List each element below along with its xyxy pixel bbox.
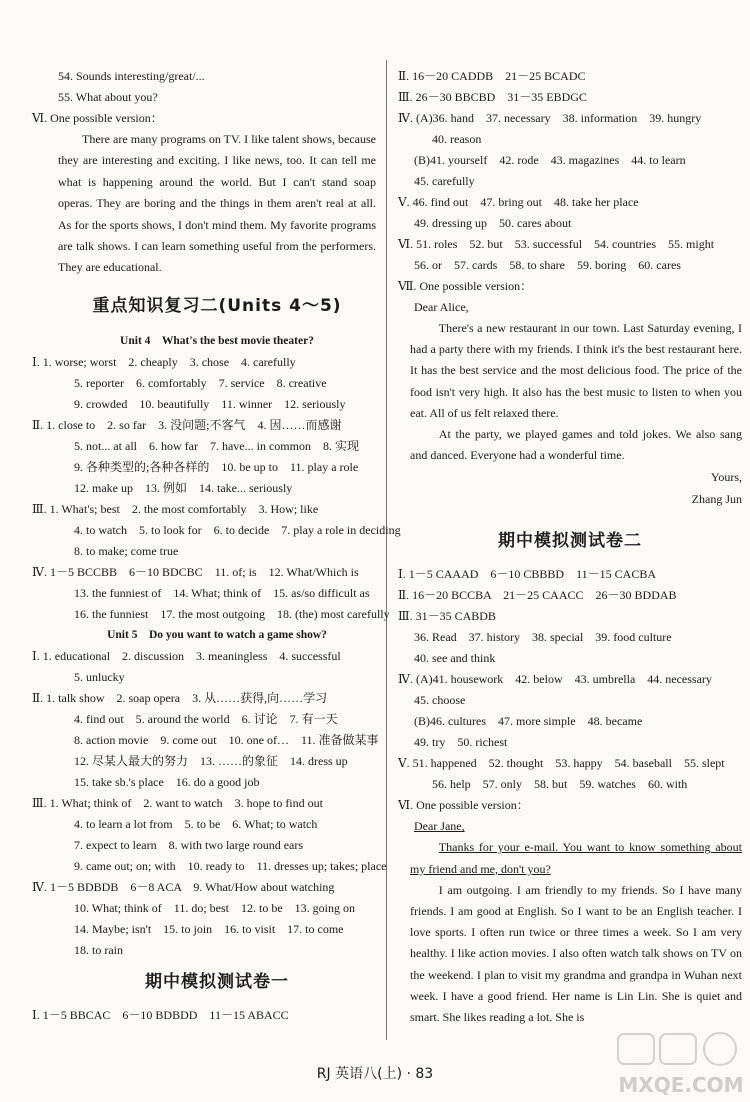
letter-paragraph: I am outgoing. I am friendly to my friends. So I have many friends. I am good at English. So I want to be an English teacher. I love sports. I often run twice or three times a week. So I am very healthy. I like action movies. I also often watch talk shows on TV on the weekend. I plan to visit my grandma and grandpa in Wuhan next week. I have a good friend. Her name is Lin Lin. She is quiet and smart. She likes reading a lot. She is <box>410 882 742 1025</box>
answer-line: 13. the funniest of 14. What; think of 15. as/so difficult as <box>74 585 370 600</box>
svg-text:MXQE.COM: MXQE.COM <box>618 1073 744 1097</box>
answer-line: Ⅳ. (A)36. hand 37. necessary 38. information 39. hungry <box>398 111 702 125</box>
page-footer: RJ 英语八(上) · 83 <box>316 1066 434 1082</box>
answer-line: 10. What; think of 11. do; best 12. to be 13. going on <box>74 900 355 915</box>
answer-line: 45. carefully <box>414 174 475 188</box>
letter-closing: Yours, <box>710 470 742 485</box>
answer-line: Ⅳ. 1－5 BDBDB 6－8 ACA 9. What/How about watching <box>32 879 335 894</box>
answer-line: Ⅲ. 26－30 BBCBD 31－35 EBDGC <box>398 90 587 104</box>
answer-line: 16. the funniest 17. the most outgoing 18. (the) most carefully <box>74 606 390 621</box>
answer-line: Ⅰ. 1. worse; worst 2. cheaply 3. chose 4. carefully <box>32 354 296 369</box>
answer-line: 5. reporter 6. comfortably 7. service 8. creative <box>74 375 327 390</box>
answer-line: Ⅲ. 1. What's; best 2. the most comfortably 3. How; like <box>32 501 319 516</box>
answer-line: 56. or 57. cards 58. to share 59. boring 60. cares <box>414 258 681 272</box>
midterm2-heading: 期中模拟测试卷二 <box>498 531 642 552</box>
answer-line: 18. to rain <box>74 942 123 957</box>
answer-line: 55. What about you? <box>58 90 158 104</box>
answer-line: 40. reason <box>432 132 482 146</box>
answer-line: Ⅴ. 46. find out 47. bring out 48. take her place <box>398 195 639 209</box>
answer-line: 12. 尽某人最大的努力 13. ……的象征 14. dress up <box>74 753 348 768</box>
midterm1-heading: 期中模拟测试卷一 <box>145 971 289 992</box>
section-label: Ⅶ. One possible version： <box>398 279 533 293</box>
answer-line: 9. crowded 10. beautifully 11. winner 12. seriously <box>74 396 346 411</box>
answer-line: Ⅲ. 31－35 CABDB <box>398 609 496 624</box>
answer-line: 4. to watch 5. to look for 6. to decide 7. play a role in deciding <box>74 522 401 537</box>
answer-line: 5. not... at all 6. how far 7. have... in common 8. 实现 <box>74 438 359 453</box>
letter-salutation: Dear Alice, <box>414 300 469 314</box>
answer-line: (B)41. yourself 42. rode 43. magazines 44. to learn <box>414 153 686 167</box>
answer-line: 12. make up 13. 例如 14. take... seriously <box>74 480 293 495</box>
unit4-title: Unit 4 What's the best movie theater? <box>120 334 314 347</box>
answer-line: Ⅴ. 51. happened 52. thought 53. happy 54. baseball 55. slept <box>398 756 725 771</box>
answer-line: (B)46. cultures 47. more simple 48. became <box>414 714 643 729</box>
review-heading: 重点知识复习二(Units 4～5) <box>92 295 342 316</box>
answer-line: 45. choose <box>414 693 466 708</box>
answer-line: 9. came out; on; with 10. ready to 11. dresses up; takes; place <box>74 858 387 873</box>
answer-line: 49. dressing up 50. cares about <box>414 216 572 230</box>
answer-line: 4. find out 5. around the world 6. 讨论 7. 有一天 <box>74 711 338 726</box>
essay-paragraph: There are many programs on TV. I like talent shows, because they are interesting and exciting. I like news, too. It can tell me what is happening around the world. But I can't stand soap operas. They are boring and the things in them aren't real at all. As for the sports shows, I don't mind them. My favorite programs are talk shows. I can learn something useful from the performers. They are educational. <box>58 132 376 275</box>
letter-salutation: Dear Jane, <box>414 819 465 834</box>
answer-line: Ⅵ. 51. roles 52. but 53. successful 54. countries 55. might <box>398 237 715 251</box>
left-column <box>32 66 401 1026</box>
answer-line: 36. Read 37. history 38. special 39. food culture <box>414 630 672 645</box>
answer-line: Ⅱ. 1. talk show 2. soap opera 3. 从……获得,向……学习 <box>32 690 328 705</box>
section-label: Ⅵ. One possible version： <box>32 111 163 125</box>
answer-line: Ⅱ. 16－20 CADDB 21－25 BCADC <box>398 69 586 83</box>
watermark-logo <box>612 1030 750 1102</box>
right-column <box>398 66 742 1028</box>
letter-signature: Zhang Jun <box>691 492 742 507</box>
answer-line: 40. see and think <box>414 651 496 666</box>
answer-line: 5. unlucky <box>74 669 125 684</box>
answer-line: Ⅰ. 1－5 CAAAD 6－10 CBBBD 11－15 CACBA <box>398 567 656 582</box>
answer-line: 9. 各种类型的;各种各样的 10. be up to 11. play a role <box>74 459 359 474</box>
answer-line: 15. take sb.'s place 16. do a good job <box>74 774 260 789</box>
answer-line: 8. action movie 9. come out 10. one of… 11. 准备做某事 <box>74 732 379 747</box>
answer-line: Ⅰ. 1. educational 2. discussion 3. meaningless 4. successful <box>32 648 341 663</box>
unit5-title: Unit 5 Do you want to watch a game show? <box>107 628 327 641</box>
answer-line: Ⅰ. 1－5 BBCAC 6－10 BDBDD 11－15 ABACC <box>32 1007 289 1022</box>
answer-line: Ⅳ. (A)41. housework 42. below 43. umbrella 44. necessary <box>398 672 712 687</box>
letter-paragraph: There's a new restaurant in our town. Last Saturday evening, I had a party there with my friends. I think it's the best restaurant here. It has the best service and the most delicious food. The price of the food isn't very high. It also has the best music to listen to when you eat. All of us felt relaxed there. <box>410 321 742 420</box>
answer-line: 14. Maybe; isn't 15. to join 16. to visit 17. to come <box>74 921 344 936</box>
answer-line: 49. try 50. richest <box>414 735 508 750</box>
answer-line: 8. to make; come true <box>74 543 179 558</box>
column-divider <box>386 60 387 1040</box>
answer-line: 7. expect to learn 8. with two large round ears <box>74 837 304 852</box>
answer-line: Ⅳ. 1－5 BCCBB 6－10 BDCBC 11. of; is 12. What/Which is <box>32 564 359 579</box>
answer-line: 54. Sounds interesting/great/... <box>58 69 205 83</box>
answer-line: Ⅱ. 1. close to 2. so far 3. 没问题;不客气 4. 因……而感谢 <box>32 417 342 432</box>
section-label: Ⅵ. One possible version： <box>398 798 529 813</box>
answer-line: 4. to learn a lot from 5. to be 6. What; to watch <box>74 816 318 831</box>
answer-line: 56. help 57. only 58. but 59. watches 60. with <box>432 777 688 792</box>
letter-paragraph: At the party, we played games and told jokes. We also sang and danced. Everyone had a wonderful time. <box>410 427 742 463</box>
answer-line: Ⅱ. 16－20 BCCBA 21－25 CAACC 26－30 BDDAB <box>398 588 677 603</box>
letter-paragraph: Thanks for your e-mail. You want to know something about my friend and me, don't you? <box>410 840 742 876</box>
answer-line: Ⅲ. 1. What; think of 2. want to watch 3. hope to find out <box>32 795 323 810</box>
